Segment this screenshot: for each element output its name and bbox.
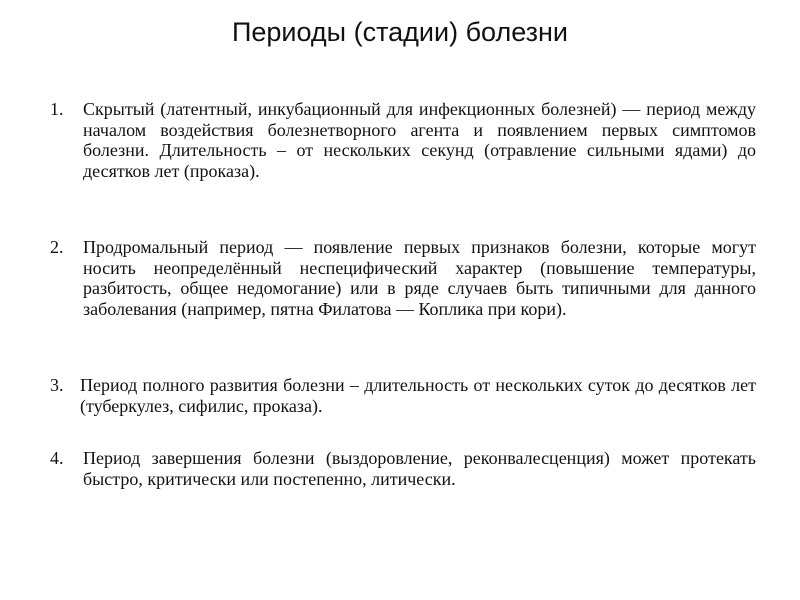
list-item-number: 1. (50, 99, 64, 119)
list-item-full-development-period (50, 375, 756, 416)
list-item-text: Период полного развития болезни – длительность от нескольких суток до десятков лет (туберкулез, сифилис, проказа). (80, 375, 756, 416)
list-item-completion-period (50, 448, 756, 489)
list-item-text: Продромальный период — появление первых признаков болезни, которые могут носить неопределённый неспецифический характер (повышение температуры, разбитость, общее недомогание) или в ряде случаев быть типичными для данного заболевания (например, пятна Филатова — Коплика при кори). (83, 237, 756, 320)
list-item-latent-period (50, 99, 756, 182)
list-item-number: 3. (50, 375, 64, 395)
slide-title: Периоды (стадии) болезни (231, 17, 569, 47)
list-item-number: 4. (50, 448, 64, 468)
list-item-text: Период завершения болезни (выздоровление, реконвалесценция) может протекать быстро, критически или постепенно, литически. (83, 448, 756, 489)
list-item-prodromal-period (50, 237, 756, 320)
list-item-text: Скрытый (латентный, инкубационный для инфекционных болезней) — период между началом воздействия болезнетворного агента и появлением первых симптомов болезни. Длительность – от нескольких секунд (отравление сильными ядами) до десятков лет (проказа). (83, 99, 756, 182)
list-item-number: 2. (50, 237, 64, 257)
